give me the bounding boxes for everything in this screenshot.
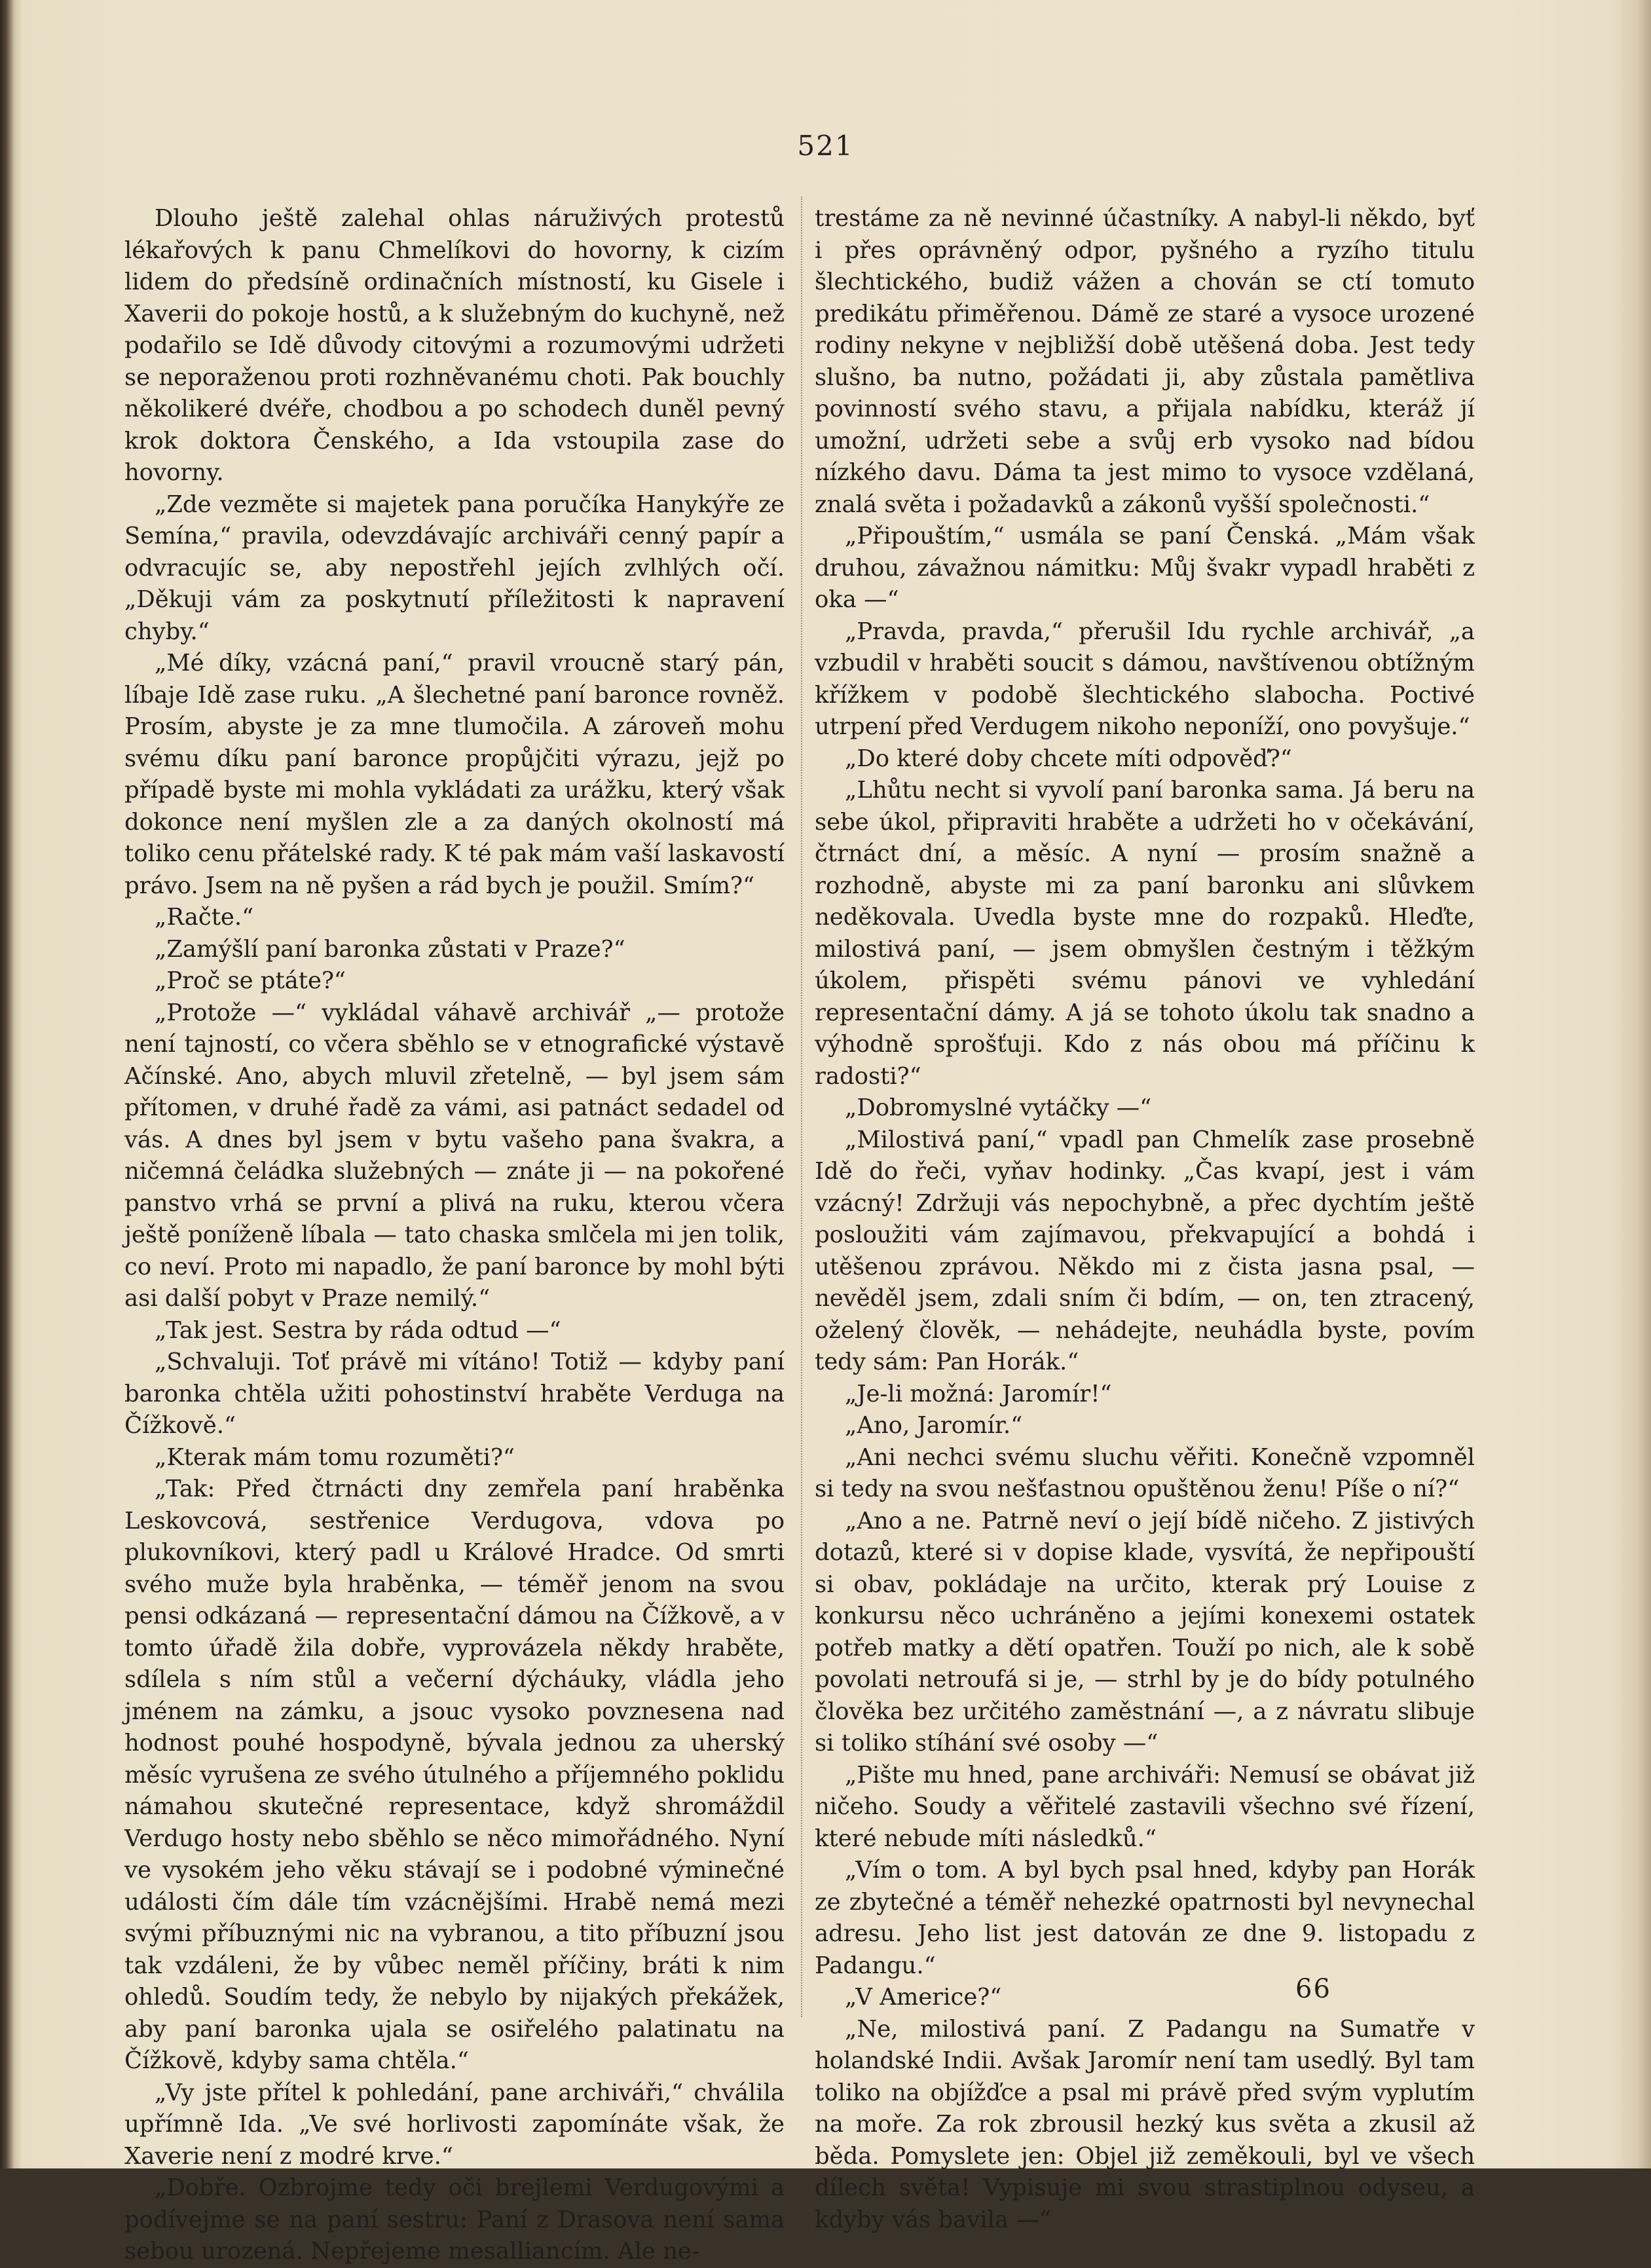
paragraph: „Pište mu hned, pane archiváři: Nemusí se obávat již ničeho. Soudy a věřitelé zastavili všechno své řízení, které nebude míti následků.“ [815,1761,1475,1852]
paragraph: „Vím o tom. A byl bych psal hned, kdyby pan Horák ze zbytečné a téměř nehezké opatrnosti byl nevynechal adresu. Jeho list jest datován ze dne 9. listopadu z Padangu.“ [815,1857,1475,1979]
column-divider [801,196,802,2017]
paragraph: „Zamýšlí paní baronka zůstati v Praze?“ [155,935,625,963]
paragraph: „Vy jste přítel k pohledání, pane archiváři,“ chválila upřímně Ida. „Ve své horlivosti zapomínáte však, že Xaverie není z modré krve.“ [124,2079,785,2170]
paragraph: „Tak: Před čtrnácti dny zemřela paní hraběnka Leskovcová, sestřenice Verdugova, vdova po plukovníkovi, který padl u Králové Hradce. Od smrti svého muže byla hraběnka, — téměř jenom na svou pensi odkázaná — representační dámou na Čížkově, a v tomto úřadě žila dobře, vyprovázela někdy hraběte, sdílela s ním stůl a večerní dýcháuky, vládla jeho jménem na zámku, a jsouc vysoko povznesena nad hodnost pouhé hospodyně, bývala jednou za uherský měsíc vyrušena ze svého útulného a příjemného poklidu námahou skutečné representace, když shromáždil Verdugo hosty nebo sběhlo se něco mimořádného. Nyní ve vysokém jeho věku stávají se i podobné výminečné události čím dále tím vzácnějšími. Hrabě nemá mezi svými příbuznými nic na vybranou, a tito příbuzní jsou tak vzdáleni, že by vůbec neměl příčiny, bráti k nim ohledů. Soudím tedy, že nebylo by nijakých překážek, aby paní baronka ujala se osiřelého palatinatu na Čížkově, kdyby sama chtěla.“ [124,1476,785,2074]
paragraph: „V Americe?“ [845,1984,1002,2011]
paragraph: „Proč se ptáte?“ [155,967,346,994]
paragraph: „Dobře. Ozbrojme tedy oči brejlemi Verdugovými a podívejme se na paní sestru: Paní z Drasova není sama sebou urozená. Nepřejeme mesalliancím. Ale ne- [124,2174,785,2265]
paragraph: „Mé díky, vzácná paní,“ pravil vroucně starý pán, líbaje Idě zase ruku. „A šlechetné paní baronce rovněž. Prosím, abyste je za mne tlumočila. A zároveň mohu svému díku paní baronce propůjčiti výrazu, jejž po případě byste mi mohla vykládati za urážku, který však dokonce není myšlen zle a za daných okolností má toliko cenu přátelské rady. K té pak mám vaší laskavostí právo. Jsem na ně pyšen a rád bych je použil. Smím?“ [124,650,785,899]
paragraph: „Pravda, pravda,“ přerušil Idu rychle archivář, „a vzbudil v hraběti soucit s dámou, navštívenou obtížným křížkem v podobě šlechtického slabocha. Poctivé utrpení před Verdugem nikoho neponíží, ono povyšuje.“ [815,618,1475,740]
paragraph: „Do které doby chcete míti odpověď?“ [845,745,1292,772]
paragraph: „Schvaluji. Toť právě mi vítáno! Totiž — kdyby paní baronka chtěla užiti pohostinství hraběte Verduga na Čížkově.“ [124,1348,785,1439]
paragraph: „Tak jest. Sestra by ráda odtud —“ [155,1316,561,1344]
signature-mark: 66 [1295,1974,1331,2004]
paragraph: „Ne, milostivá paní. Z Padangu na Sumatře v holandské Indii. Avšak Jaromír není tam usedlý. Byl tam toliko na objížďce a psal mi právě před svým vyplutím na moře. Za rok zbrousil hezký kus světa a zkusil až běda. Pomyslete jen: Objel již zeměkouli, byl ve všech dílech světa! Vypisuje mi svou strastiplnou odyseu, a kdyby vás bavila —“ [815,2015,1475,2233]
page-number: 521 [797,130,854,162]
paragraph: „Dobromyslné vytáčky —“ [845,1094,1152,1121]
paragraph: „Kterak mám tomu rozuměti?“ [155,1443,515,1471]
paragraph: „Ani nechci svému sluchu věřiti. Konečně vzpomněl si tedy na svou nešťastnou opuštěnou ženu! Píše o ní?“ [815,1443,1475,1502]
paragraph: „Ano a ne. Patrně neví o její bídě ničeho. Z jistivých dotazů, které si v dopise klade, vysvítá, že nepřipouští si obav, pokládaje na určito, kterak prý Louise z konkursu něco uchráněno a jejími konexemi ostatek potřeb matky a dětí opatřen. Touží po nich, ale k sobě povolati netroufá si je, — strhl by je do bídy potulného člověka bez určitého zaměstnání —, a z návratu slibuje si toliko stíhání své osoby —“ [815,1507,1475,1757]
paragraph: „Ano, Jaromír.“ [845,1412,1023,1439]
paragraph: „Zde vezměte si majetek pana poručíka Hanykýře ze Semína,“ pravila, odevzdávajíc archiváři cenný papír a odvracujíc se, aby nepostřehl jejích zvlhlých očí. „Děkuji vám za poskytnutí příležitosti k napravení chyby.“ [124,491,785,645]
paragraph: Dlouho ještě zalehal ohlas náruživých protestů lékařových k panu Chmelíkovi do hovorny, k cizím lidem do předsíně ordinačních místností, ku Gisele i Xaverii do pokoje hostů, a k služebným do kuchyně, než podařilo se Idě důvody citovými a rozumovými udržeti se neporaženou proti rozhněvanému choti. Pak bouchly několikeré dvéře, chodbou a po schodech duněl pevný krok doktora Čenského, a Ida vstoupila zase do hovorny. [124,205,785,486]
paragraph: „Račte.“ [155,904,254,931]
paragraph: „Připouštím,“ usmála se paní Čenská. „Mám však druhou, závažnou námitku: Můj švakr vypadl hraběti z oka —“ [815,523,1475,613]
paragraph-continuation: trestáme za ně nevinné účastníky. A nabyl-li někdo, byť i přes oprávněný odpor, pyšného a ryzího titulu šlechtického, budiž vážen a chován se ctí tomuto predikátu přiměřenou. Dámě ze staré a vysoce urozené rodiny nekyne v nejbližší době utěšená doba. Jest tedy slušno, ba nutno, požádati ji, aby zůstala pamětliva povinností svého stavu, a přijala nabídku, kteráž jí umožní, udržeti sebe a svůj erb vysoko nad bídou nízkého davu. Dáma ta jest mimo to vysoce vzdělaná, znalá světa i požadavků a zákonů vyšší společnosti.“ [815,205,1475,518]
paragraph: „Protože —“ vykládal váhavě archivář „— protože není tajností, co včera sběhlo se v etnografické výstavě Ačínské. Ano, abych mluvil zřetelně, — byl jsem sám přítomen, v druhé řadě za vámi, asi patnáct sedadel od vás. A dnes byl jsem v bytu vašeho pana švakra, a ničemná čeládka služebných — znáte ji — na pokořené panstvo vrhá se první a plivá na ruku, kterou včera ještě poníženě líbala — tato chaska smlčela mi jen tolik, co neví. Proto mi napadlo, že paní baronce by mohl býti asi další pobyt v Praze nemilý.“ [124,999,785,1312]
paragraph: „Je-li možná: Jaromír!“ [845,1380,1112,1407]
paragraph: „Lhůtu necht si vyvolí paní baronka sama. Já beru na sebe úkol, připraviti hraběte a udržeti ho v očekávání, čtrnáct dní, a měsíc. A nyní — prosím snažně a rozhodně, abyste mi za paní baronku ani slůvkem neděkovala. Uvedla byste mne do rozpaků. Hleďte, milostivá paní, — jsem obmyšlen čestným i těžkým úkolem, přispěti svému pánovi ve vyhledání representační dámy. A já se tohoto úkolu tak snadno a výhodně sprošťuji. Kdo z nás obou má příčinu k radosti?“ [815,777,1475,1090]
text-column-right [815,203,1475,2236]
paragraph: „Milostivá paní,“ vpadl pan Chmelík zase prosebně Idě do řeči, vyňav hodinky. „Čas kvapí, jest i vám vzácný! Zdržuji vás nepochybně, a přec dychtím ještě posloužiti vám zajímavou, překvapující a bohdá i utěšenou zprávou. Někdo mi z čista jasna psal, — nevěděl jsem, zdali sním či bdím, — on, ten ztracený, oželený člověk, — nehádejte, neuhádla byste, povím tedy sám: Pan Horák.“ [815,1126,1475,1375]
text-column-left [124,203,785,2268]
